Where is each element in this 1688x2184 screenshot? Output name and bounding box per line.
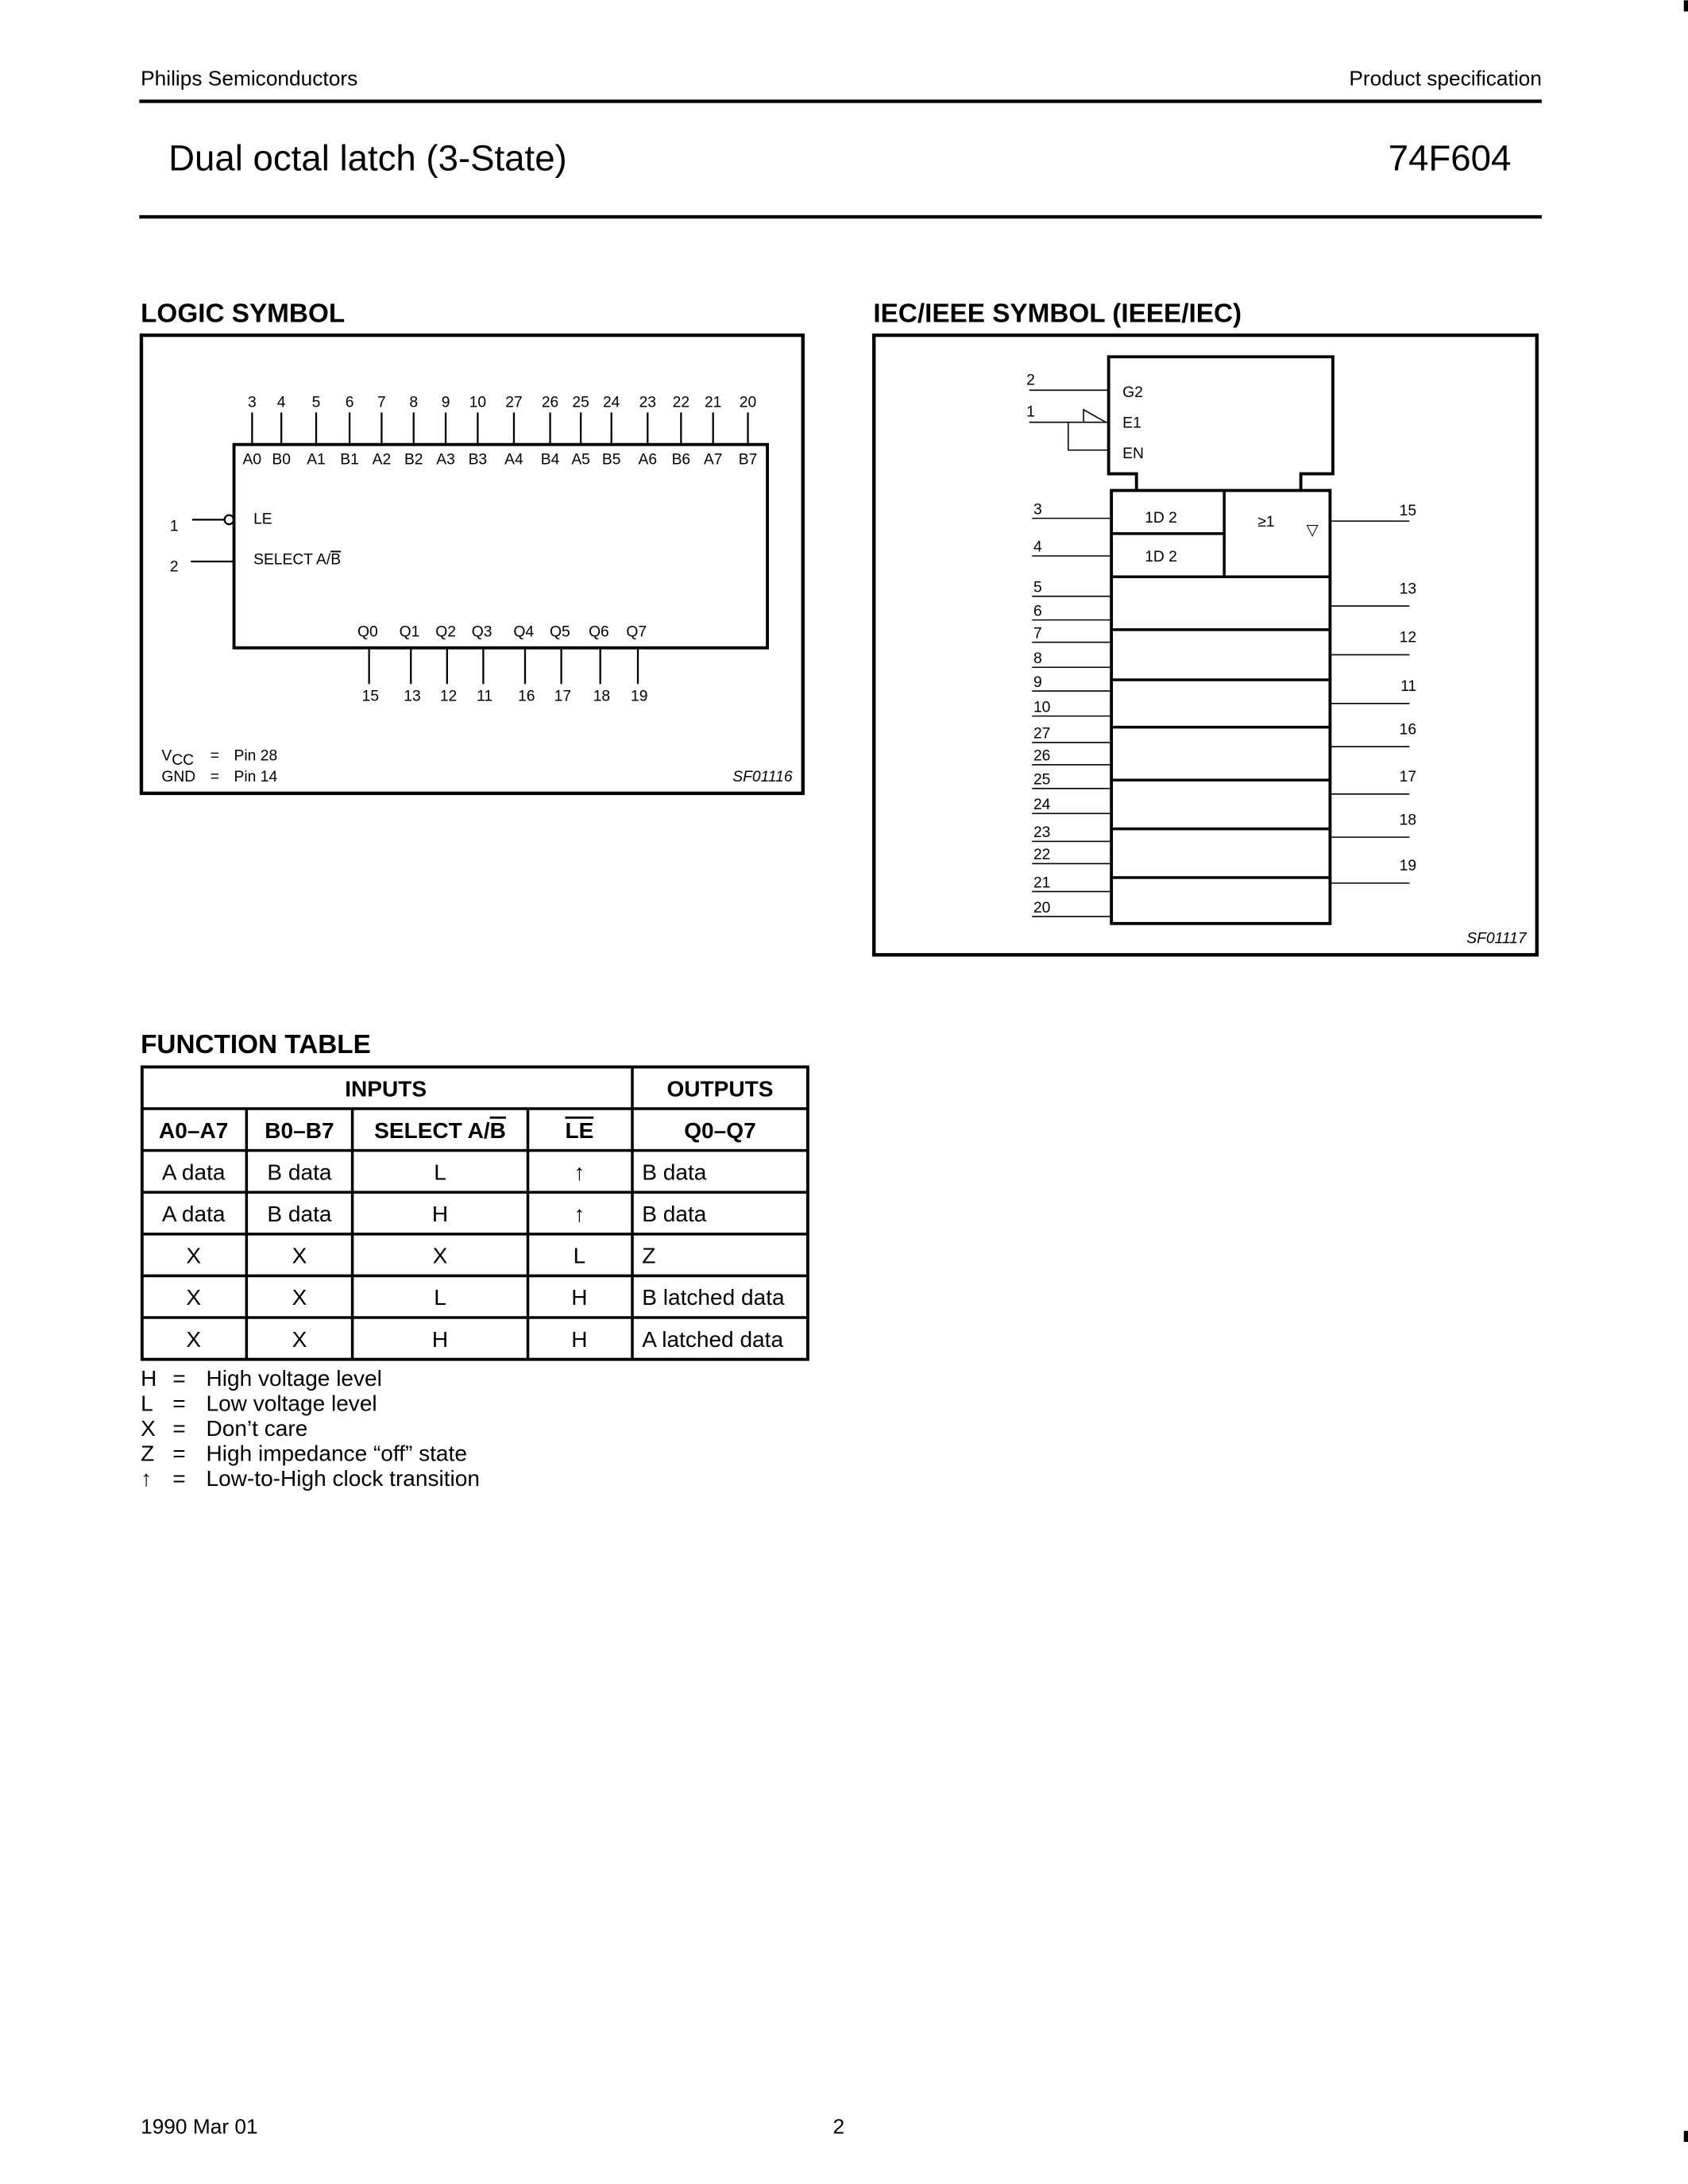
- output-pin-label: Q4: [513, 623, 535, 641]
- input-pin-number: 25: [572, 394, 589, 411]
- table-cell: X: [292, 1243, 307, 1268]
- table-cell-output: B data: [642, 1160, 707, 1185]
- input-pin-number: 24: [602, 394, 620, 411]
- col-header-b: B0–B7: [265, 1117, 334, 1143]
- le-pin-number: 1: [169, 518, 179, 535]
- e1-pin-number: 1: [1026, 403, 1035, 421]
- input-pin-label: B2: [404, 451, 423, 469]
- legend-text: Don’t care: [206, 1416, 308, 1441]
- select-header-prefix: SELECT A/: [374, 1117, 490, 1143]
- input-pin-label: A5: [571, 451, 590, 469]
- iec-input-pin-number: 20: [1033, 899, 1051, 916]
- document-type: Product specification: [1349, 66, 1542, 91]
- footer-date: 1990 Mar 01: [141, 2114, 258, 2139]
- gnd-equals: =: [210, 769, 220, 786]
- input-pin-label: A0: [242, 451, 262, 469]
- output-pin-label: Q7: [626, 623, 647, 641]
- tristate-icon: ▽: [1306, 522, 1319, 539]
- table-cell: B data: [267, 1202, 332, 1227]
- part-number: 74F604: [1388, 137, 1512, 179]
- output-pin-label: Q2: [435, 623, 456, 641]
- cell-label-2: 1D 2: [1145, 548, 1177, 565]
- iec-output-pin-number: 18: [1399, 812, 1417, 829]
- iec-output-pin-number: 11: [1400, 678, 1417, 696]
- iec-input-pin-number: 26: [1033, 747, 1051, 765]
- iec-input-pin-number: 7: [1033, 625, 1042, 642]
- select-label: [253, 551, 341, 568]
- crop-mark: [1684, 0, 1688, 11]
- output-pin-number: 18: [593, 688, 611, 705]
- col-header-select: [374, 1118, 506, 1143]
- legend-equals: =: [172, 1441, 186, 1466]
- vcc-v: V: [161, 747, 172, 765]
- input-pin-number: 23: [639, 394, 657, 411]
- crop-mark: [1684, 2131, 1688, 2142]
- select-label-bar: B: [330, 551, 342, 569]
- company-name: Philips Semiconductors: [141, 66, 358, 91]
- iec-output-pin-number: 19: [1399, 858, 1417, 875]
- legend-key: H: [141, 1365, 157, 1391]
- vcc-equals: =: [210, 747, 220, 765]
- g2-pin-number: 2: [1026, 372, 1035, 389]
- logic-figure-id: SF01116: [732, 769, 793, 786]
- input-pin-label: B6: [671, 451, 691, 469]
- table-cell: H: [431, 1202, 449, 1227]
- iec-input-pin-number: 22: [1033, 847, 1051, 864]
- legend-equals: =: [172, 1416, 186, 1441]
- iec-output-pin-number: 15: [1399, 503, 1417, 520]
- select-label-prefix: SELECT A/: [253, 551, 331, 569]
- iec-input-pin-number: 25: [1033, 771, 1051, 789]
- table-cell: B data: [267, 1160, 332, 1185]
- table-cell: ↑: [574, 1202, 585, 1227]
- input-pin-label: A6: [638, 451, 658, 469]
- legend-equals: =: [172, 1466, 186, 1491]
- col-header-a: A0–A7: [159, 1117, 229, 1143]
- output-pin-number: 17: [554, 688, 572, 705]
- gnd-label: GND: [161, 769, 196, 786]
- table-cell: ↑: [574, 1160, 585, 1185]
- input-pin-label: B5: [601, 451, 621, 469]
- iec-output-pin-number: 16: [1399, 721, 1417, 739]
- cell-label-1: 1D 2: [1145, 509, 1177, 527]
- select-pin-number: 2: [169, 558, 179, 576]
- col-header-le: LE: [565, 1117, 594, 1143]
- output-pin-label: Q5: [549, 623, 570, 641]
- page-title: Dual octal latch (3-State): [168, 137, 567, 179]
- output-pin-number: 12: [439, 688, 458, 705]
- legend-key: ↑: [141, 1466, 153, 1491]
- table-cell: L: [573, 1243, 586, 1268]
- table-cell: A data: [161, 1160, 226, 1185]
- output-pin-label: Q1: [399, 623, 420, 641]
- input-pin-number: 26: [541, 394, 559, 411]
- input-pin-number: 20: [739, 394, 757, 411]
- legend-equals: =: [172, 1365, 186, 1391]
- en-label: EN: [1122, 446, 1144, 463]
- iec-output-pin-number: 17: [1399, 769, 1417, 786]
- legend-key: X: [141, 1416, 156, 1441]
- iec-input-pin-number: 6: [1033, 603, 1042, 620]
- input-pin-label: B0: [272, 451, 291, 469]
- output-pin-number: 13: [404, 688, 421, 705]
- input-pin-label: B4: [540, 451, 560, 469]
- iec-figure-id: SF01117: [1466, 930, 1527, 947]
- e1-label: E1: [1122, 415, 1141, 432]
- table-cell: L: [434, 1285, 446, 1310]
- iec-input-pin-number: 21: [1033, 874, 1051, 892]
- gnd-pin: Pin 14: [234, 769, 278, 786]
- table-cell: X: [292, 1285, 307, 1310]
- iec-symbol-heading: IEC/IEEE SYMBOL (IEEE/IEC): [873, 299, 1242, 329]
- function-table-heading: FUNCTION TABLE: [141, 1029, 371, 1059]
- legend-text: High impedance “off” state: [206, 1441, 467, 1466]
- input-pin-label: B3: [468, 451, 488, 469]
- output-pin-label: Q0: [357, 623, 378, 641]
- output-pin-label: Q3: [471, 623, 492, 641]
- g2-label: G2: [1122, 384, 1143, 402]
- legend-equals: =: [172, 1391, 186, 1416]
- vcc-subscript: CC: [172, 751, 195, 769]
- table-cell: X: [186, 1326, 202, 1352]
- inputs-group-header: INPUTS: [345, 1076, 427, 1102]
- le-label: LE: [253, 511, 272, 528]
- input-pin-number: 22: [672, 394, 690, 411]
- iec-input-pin-number: 3: [1033, 501, 1042, 519]
- input-pin-label: B7: [738, 451, 758, 469]
- legend-key: L: [141, 1391, 153, 1416]
- table-cell: L: [434, 1160, 446, 1185]
- outputs-group-header: OUTPUTS: [666, 1076, 774, 1102]
- legend-text: Low voltage level: [206, 1391, 377, 1416]
- table-cell: X: [432, 1243, 448, 1268]
- table-cell: X: [186, 1243, 202, 1268]
- table-cell: X: [186, 1285, 202, 1310]
- input-pin-number: 6: [345, 394, 354, 411]
- iec-input-pin-number: 8: [1033, 650, 1042, 667]
- input-pin-label: A4: [504, 451, 523, 469]
- output-pin-label: Q6: [589, 623, 609, 641]
- legend-text: High voltage level: [206, 1365, 382, 1391]
- input-pin-label: A3: [436, 451, 455, 469]
- input-pin-number: 27: [505, 394, 523, 411]
- iec-input-pin-number: 9: [1033, 673, 1042, 691]
- table-cell: H: [431, 1326, 449, 1352]
- legend-text: Low-to-High clock transition: [206, 1466, 480, 1491]
- iec-input-pin-number: 4: [1033, 538, 1042, 556]
- output-pin-number: 11: [477, 688, 493, 705]
- output-pin-number: 15: [361, 688, 380, 705]
- input-pin-number: 21: [704, 394, 722, 411]
- table-cell-output: B data: [642, 1202, 707, 1227]
- iec-input-pin-number: 27: [1033, 725, 1051, 743]
- table-cell-output: Z: [642, 1243, 656, 1268]
- input-pin-label: B1: [340, 451, 359, 469]
- iec-input-pin-number: 10: [1033, 699, 1051, 716]
- table-cell: X: [292, 1326, 307, 1352]
- logic-symbol-heading: LOGIC SYMBOL: [141, 299, 346, 329]
- input-pin-label: A1: [307, 451, 326, 469]
- iec-output-pin-number: 13: [1399, 581, 1417, 598]
- output-pin-number: 19: [631, 688, 648, 705]
- legend-key: Z: [141, 1441, 155, 1466]
- vcc-pin: Pin 28: [234, 747, 278, 765]
- input-pin-number: 7: [377, 394, 386, 411]
- table-cell-output: B latched data: [642, 1285, 785, 1310]
- table-cell: H: [571, 1326, 588, 1352]
- iec-output-pin-number: 12: [1399, 629, 1417, 646]
- input-pin-number: 3: [247, 394, 257, 411]
- input-pin-number: 10: [469, 394, 487, 411]
- input-pin-number: 9: [441, 394, 450, 411]
- input-pin-label: A7: [703, 451, 723, 469]
- iec-input-pin-number: 24: [1033, 797, 1051, 814]
- select-header-bar: B: [489, 1117, 506, 1143]
- input-pin-number: 8: [409, 394, 419, 411]
- input-pin-number: 5: [311, 394, 321, 411]
- input-pin-label: A2: [372, 451, 392, 469]
- iec-input-pin-number: 5: [1033, 579, 1042, 596]
- iec-input-pin-number: 23: [1033, 824, 1051, 842]
- col-header-q: Q0–Q7: [684, 1117, 756, 1143]
- page-number: 2: [832, 2114, 845, 2139]
- table-cell-output: A latched data: [642, 1326, 784, 1352]
- or-label: ≥1: [1257, 514, 1275, 531]
- input-pin-number: 4: [276, 394, 286, 411]
- table-cell: H: [571, 1285, 588, 1310]
- table-cell: A data: [161, 1202, 226, 1227]
- output-pin-number: 16: [518, 688, 535, 705]
